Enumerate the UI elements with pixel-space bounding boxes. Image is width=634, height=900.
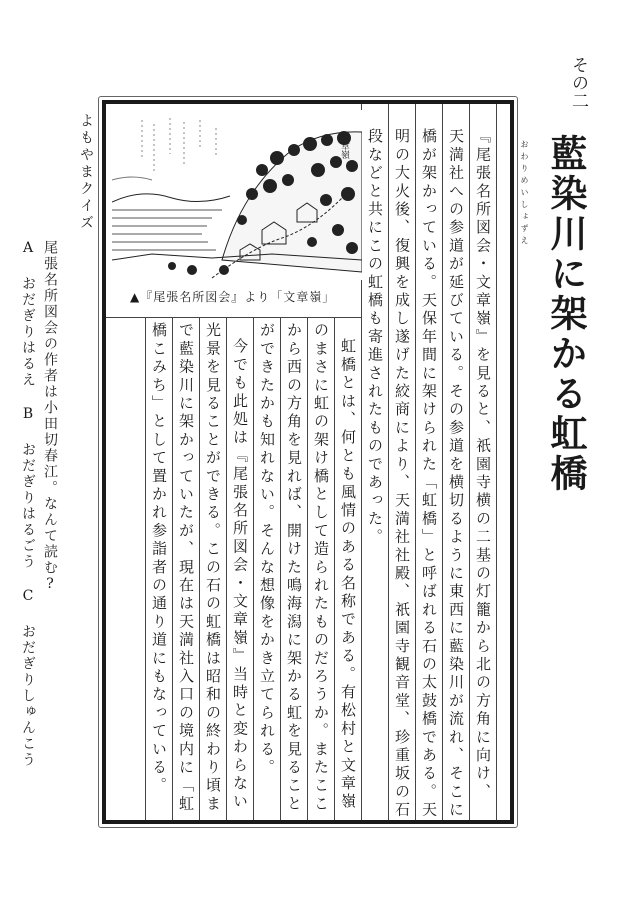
- column-rule: [334, 318, 335, 820]
- figure-caption: ▲『尾張名所図会』より「文章嶺」: [130, 290, 336, 304]
- text-column: ができたかも知れない。そんな想像をかき立てられる。: [258, 322, 276, 777]
- figure-bottom-rule: [106, 317, 362, 318]
- woodblock-drawing: [112, 110, 362, 280]
- text-column: 橋が架かっている。天保年間に架けられた「虹橋」と呼ばれる石の太鼓橋である。天: [420, 128, 438, 820]
- furigana: おわりめいしょずえ: [520, 140, 529, 248]
- text-column: 『尾張名所図会・文章嶺』を見ると、祇園寺横の二基の灯籠から北の方角に向け、: [474, 128, 492, 802]
- text-column: 明の大火後、復興を成し遂げた絞商により、天満社社殿、祇園寺観音堂、珍重坂の石: [393, 128, 411, 820]
- page-title: 藍染川に架かる虹橋: [544, 134, 587, 494]
- column-rule: [496, 104, 497, 820]
- text-column: 天満社への参道が延びている。その参道を横切るように東西に藍染川が流れ、そこに: [447, 128, 465, 820]
- column-rule: [388, 104, 389, 820]
- text-column: 橋こみち」として置かれ参詣者の通り道にもなっている。: [150, 322, 168, 796]
- quiz-question: 尾張名所図会の作者は小田切春江。なんて読む?: [42, 240, 58, 594]
- text-column: 光景を見ることができる。この石の虹橋は昭和の終わり頃ま: [204, 322, 222, 814]
- text-column: 今でも此処は『尾張名所図会・文章嶺』当時と変わらない: [231, 338, 249, 812]
- column-rule: [442, 104, 443, 820]
- column-rule: [280, 318, 281, 820]
- text-column: で藍染川に架かっていたが、現在は天満社入口の境内に「虹: [177, 322, 195, 814]
- text-column: 段などと共にこの虹橋も寄進されたものであった。: [366, 128, 384, 547]
- column-rule: [226, 318, 227, 820]
- column-rule: [253, 318, 254, 820]
- column-rule: [145, 318, 146, 820]
- text-column: のまさに虹の架け橋として造られたものだろうか。またここ: [312, 322, 330, 814]
- text-column: 虹橋とは、何とも風情のある名称である。有松村と文章嶺: [339, 338, 357, 812]
- column-rule: [415, 104, 416, 820]
- text-column: から西の方角を見れば、開けた鳴海潟に架かる虹を見ること: [285, 322, 303, 814]
- figure-label: 文章嶺: [339, 132, 349, 159]
- column-rule: [469, 104, 470, 820]
- quiz-options: A おだぎりはるえ B おだぎりはるごう C おだぎりしゅんこう: [20, 240, 36, 768]
- column-rule: [199, 318, 200, 820]
- column-rule: [172, 318, 173, 820]
- chapter-label: その二: [568, 56, 588, 110]
- meisho-zue-illustration: [112, 110, 362, 280]
- quiz-title: よもやまクイズ: [78, 113, 94, 232]
- column-rule: [307, 318, 308, 820]
